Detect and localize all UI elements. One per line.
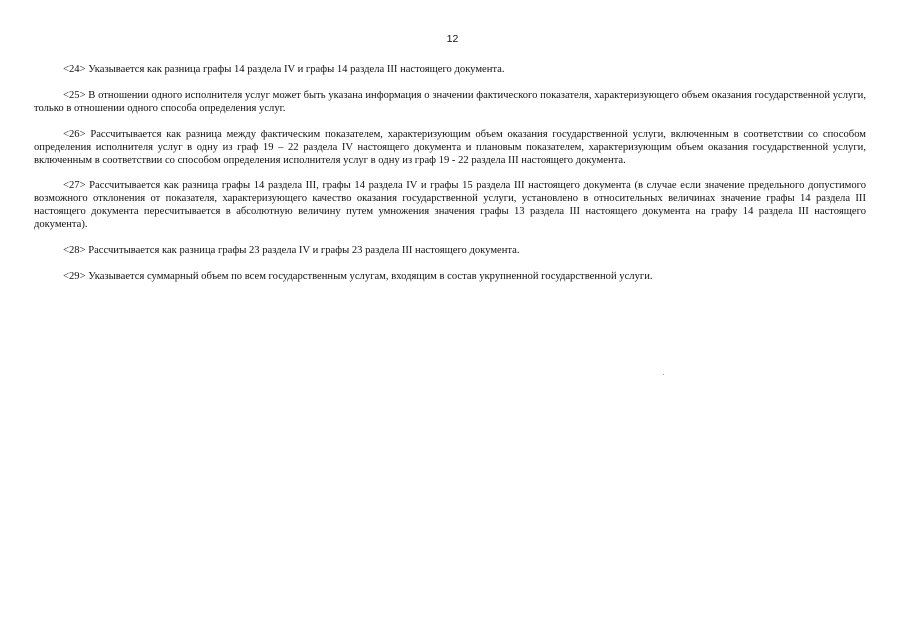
footnote-24: <24> Указывается как разница графы 14 раздела IV и графы 14 раздела III настоящего документа.: [63, 64, 505, 75]
page-number: 12: [446, 33, 459, 45]
footnotes-list: [34, 64, 866, 297]
scan-speck: [663, 374, 664, 375]
footnote-27: <27> Рассчитывается как разница графы 14 раздела III, графы 14 раздела IV и графы 15 раздела III настоящего документа (в случае если значение предельного допустимого возможного отклонения от показателя, характеризующего качество оказания государственной услуги, установлено в относительных величинах значение графы 14 раздела III настоящего документа пересчитывается в абсолютную величину путем умножения значения графы 13 раздела III настоящего документа на графу 14 раздела III настоящего документа).: [34, 180, 866, 231]
footnote-28: <28> Рассчитывается как разница графы 23 раздела IV и графы 23 раздела III настоящего документа.: [63, 245, 520, 257]
footnote-26: <26> Рассчитывается как разница между фактическим показателем, характеризующим объем оказания государственной услуги, включенным в соответствии со способом определения исполнителя услуг в одну из граф 19 – 22 раздела IV настоящего документа и плановым показателем, характеризующим объем оказания государственной услуги, включенным в соответствии со способом определения исполнителя услуг в одну из граф 19 - 22 раздела III настоящего документа.: [34, 128, 866, 166]
footnote-29: <29> Указывается суммарный объем по всем государственным услугам, входящим в состав укрупненной государственной услуги.: [63, 270, 653, 282]
footnote-25: <25> В отношении одного исполнителя услуг может быть указана информация о значении фактического показателя, характеризующего объем оказания государственной услуги, только в отношении одного способа определения услуг.: [34, 89, 866, 114]
